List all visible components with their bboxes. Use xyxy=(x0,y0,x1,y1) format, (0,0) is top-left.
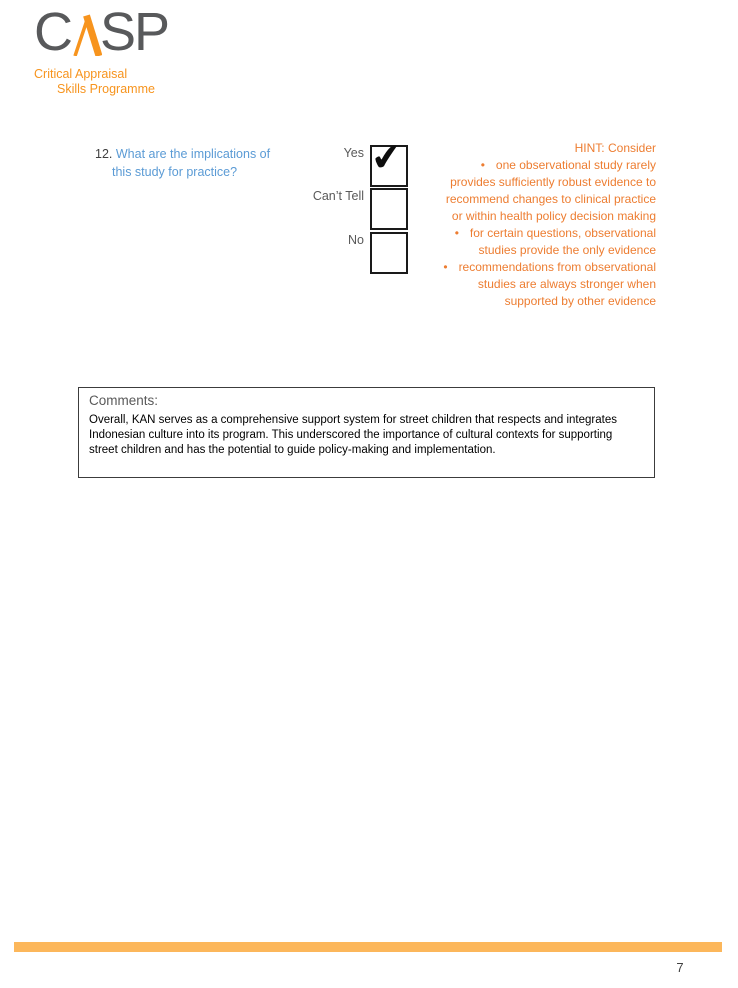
option-row-yes xyxy=(274,134,408,187)
option-row-cant-tell xyxy=(274,188,408,230)
logo-tagline xyxy=(34,67,155,97)
bullet-icon: • xyxy=(443,260,448,274)
option-label-yes: Yes xyxy=(343,146,364,160)
check-mark-icon: ✔ xyxy=(368,134,405,181)
option-label-cant-tell: Can’t Tell xyxy=(312,189,364,203)
comments-label: Comments: xyxy=(89,393,159,408)
answer-options xyxy=(274,134,408,275)
page-number: 7 xyxy=(676,960,684,975)
logo-letter-c: C xyxy=(34,2,71,62)
question-number: 12. xyxy=(95,147,113,161)
bullet-icon: • xyxy=(454,226,459,240)
hint-bullet-3-text: recommendations from observational studies are always stronger when supported by other evidence xyxy=(458,260,656,308)
hint-bullet-1-text: one observational study rarely provides sufficiently robust evidence to recommend changes to clinical practice or within health policy decision making xyxy=(445,158,656,223)
footer-accent-bar xyxy=(14,942,722,952)
checkbox-yes[interactable] xyxy=(368,134,408,187)
bullet-icon: • xyxy=(480,158,485,172)
hint-bullet-1 xyxy=(438,157,656,225)
checkbox-cant-tell[interactable] xyxy=(370,188,408,230)
hint-bullet-2-text: for certain questions, observational studies provide the only evidence xyxy=(469,226,656,257)
question-text: What are the implications of this study for practice? xyxy=(112,147,271,179)
logo-letters-sp: SP xyxy=(100,2,169,62)
option-row-no xyxy=(274,232,408,274)
casp-logo-word xyxy=(34,2,169,62)
option-label-no: No xyxy=(348,233,364,247)
logo-tagline-line2: Skills Programme xyxy=(57,82,155,96)
casp-caret-icon xyxy=(72,14,102,56)
comments-box[interactable] xyxy=(78,387,655,478)
question-12 xyxy=(95,146,287,181)
hint-bullet-2 xyxy=(438,225,656,259)
casp-logo xyxy=(34,2,169,97)
checkbox-no[interactable] xyxy=(370,232,408,274)
comments-text: Overall, KAN serves as a comprehensive support system for street children that respects and integrates Indonesian culture into its program. This underscored the importance of cultural contexts for supporting street children and has the potential to guide policy-making and implementation. xyxy=(89,414,617,456)
logo-tagline-line1: Critical Appraisal xyxy=(34,67,128,81)
hint-panel xyxy=(438,140,656,310)
hint-bullet-3 xyxy=(438,259,656,310)
hint-intro: HINT: Consider xyxy=(574,141,656,155)
